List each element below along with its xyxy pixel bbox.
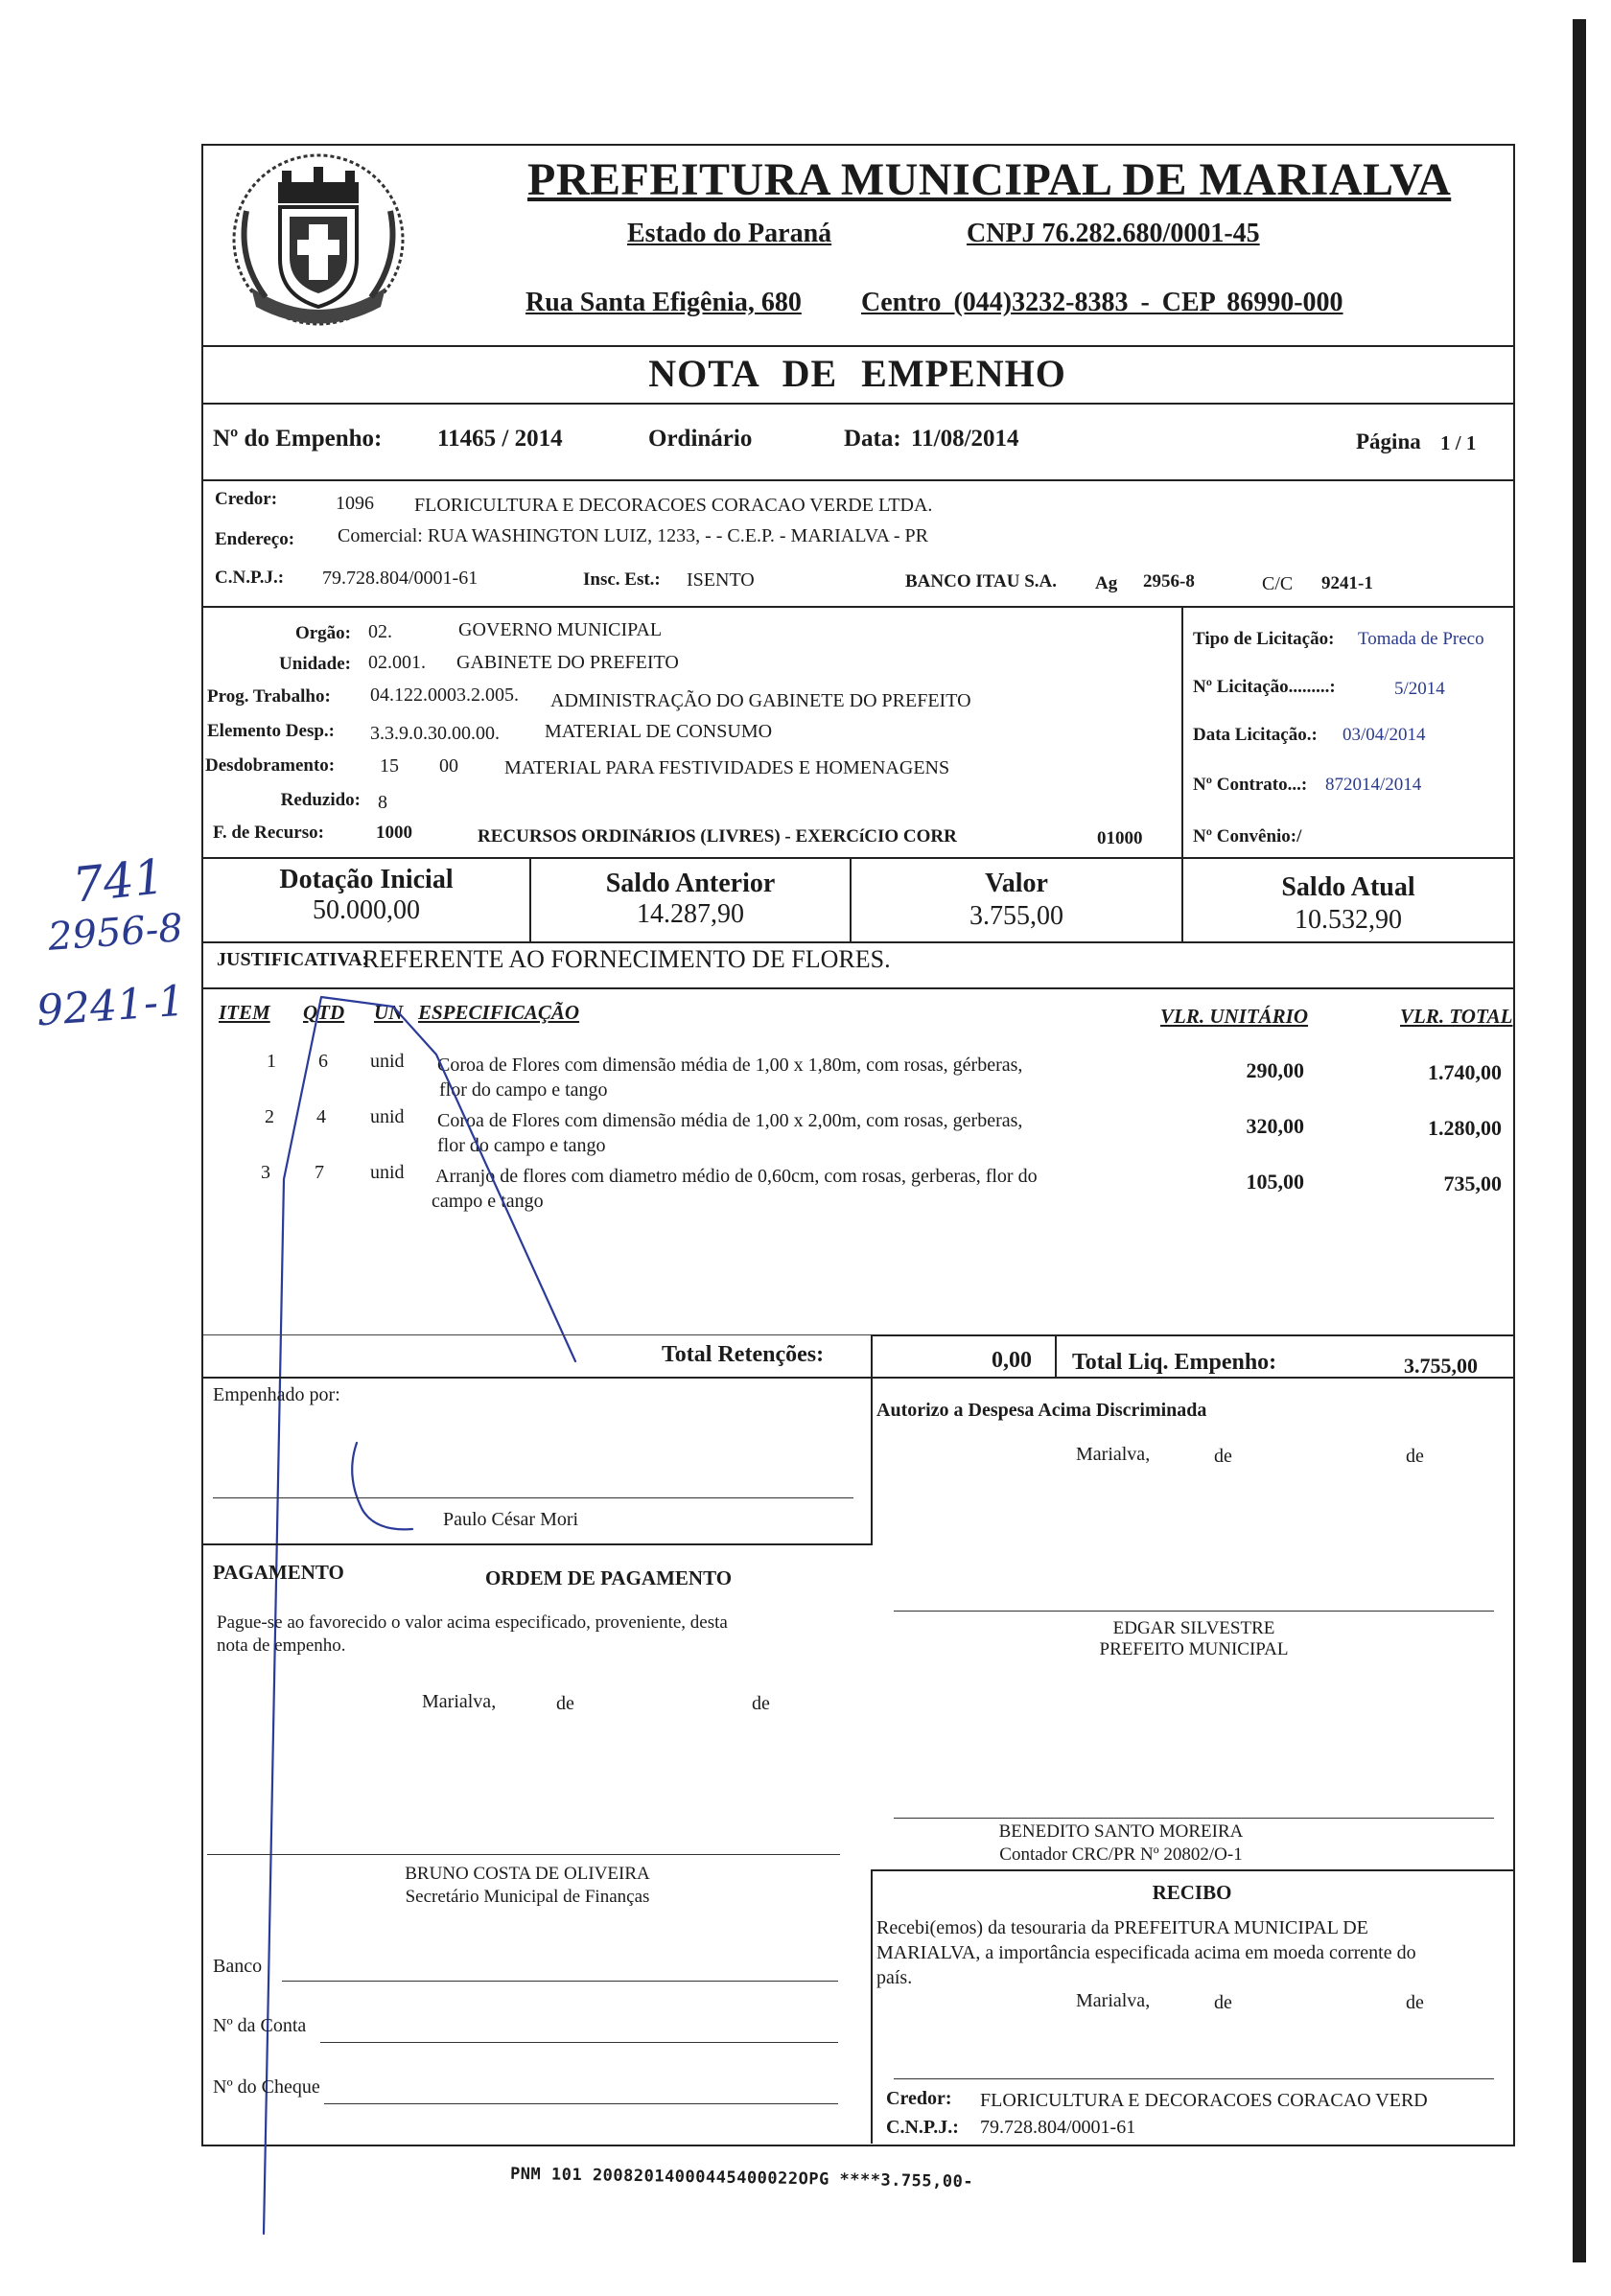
- row-2-spec-2: flor do campo e tango: [437, 1135, 606, 1156]
- secretario-signature-line: [207, 1854, 840, 1855]
- insc-value: ISENTO: [687, 569, 755, 591]
- scan-edge: [1573, 19, 1586, 2262]
- recibo-line-1: Recebi(emos) da tesouraria da PREFEITURA MUNICIPAL DE: [876, 1917, 1368, 1938]
- contador-name: BENEDITO SANTO MOREIRA: [998, 1821, 1244, 1842]
- row-3-qtd: 7: [315, 1162, 324, 1183]
- row-3-un: unid: [370, 1162, 405, 1183]
- recibo-cnpj-value: 79.728.804/0001-61: [980, 2117, 1136, 2138]
- prefeito-title: PREFEITO MUNICIPAL: [1099, 1639, 1289, 1659]
- banco-line: [282, 1981, 838, 1982]
- credor-code: 1096: [336, 493, 374, 514]
- recibo-city: Marialva,: [1076, 1990, 1151, 2011]
- retencoes-value: 0,00: [992, 1348, 1032, 1373]
- recibo-credor-value: FLORICULTURA E DECORACOES CORACAO VERD: [980, 2090, 1428, 2111]
- credor-label: Credor:: [215, 489, 278, 509]
- licitacao-date-label: Data Licitação.:: [1193, 725, 1318, 745]
- col-unit-value: VLR. UNITÁRIO: [1160, 1005, 1309, 1028]
- empenho-number-label: Nº do Empenho:: [213, 426, 383, 452]
- endereco-value: Comercial: RUA WASHINGTON LUIZ, 1233, - - C.E.P. - MARIALVA - PR: [338, 525, 928, 546]
- pagamento-title: PAGAMENTO: [213, 1561, 344, 1584]
- licitacao-number-value: 5/2014: [1394, 679, 1445, 699]
- orgao-name: GOVERNO MUNICIPAL: [458, 619, 663, 640]
- header-cnpj: CNPJ 76.282.680/0001-45: [967, 219, 1260, 248]
- orgao-label: Orgão:: [294, 623, 351, 643]
- pague-line-1: Pague-se ao favorecido o valor acima especificado, proveniente, desta: [217, 1612, 728, 1633]
- credor-name: FLORICULTURA E DECORACOES CORACAO VERDE LTDA.: [414, 495, 933, 516]
- reduzido-value: 8: [378, 792, 387, 813]
- desdobramento-a: 15: [380, 755, 399, 777]
- row-2-total: 1.280,00: [1428, 1116, 1502, 1140]
- pagamento-city: Marialva,: [422, 1691, 497, 1712]
- recurso-code: 1000: [376, 823, 412, 843]
- tipo-licitacao-label: Tipo de Licitação:: [1193, 629, 1335, 649]
- row-2-item: 2: [265, 1106, 274, 1127]
- retencoes-label: Total Retenções:: [662, 1342, 825, 1367]
- account-value: 9241-1: [1321, 573, 1373, 593]
- unidade-code: 02.001.: [368, 652, 426, 673]
- row-1-spec-2: flor do campo e tango: [439, 1079, 608, 1101]
- contador-signature-line: [894, 1818, 1494, 1819]
- pagamento-de-2: de: [752, 1693, 770, 1714]
- dotacao-value: 50.000,00: [313, 895, 420, 925]
- tipo-licitacao-value: Tomada de Preco: [1358, 629, 1484, 649]
- justificativa-label: JUSTIFICATIVA:: [217, 949, 369, 970]
- row-3-total: 735,00: [1443, 1171, 1502, 1195]
- pague-line-2: nota de empenho.: [217, 1635, 346, 1656]
- pagamento-de-1: de: [556, 1693, 574, 1714]
- row-3-unit: 105,00: [1246, 1170, 1304, 1194]
- justificativa-text: REFERENTE AO FORNECIMENTO DE FLORES.: [362, 945, 891, 973]
- empenho-date-label: Data:: [844, 426, 901, 452]
- prefeito-name: EDGAR SILVESTRE: [1112, 1618, 1275, 1638]
- row-1-item: 1: [267, 1051, 276, 1072]
- contador-title: Contador CRC/PR Nº 20802/O-1: [999, 1844, 1243, 1865]
- reduzido-label: Reduzido:: [280, 790, 361, 810]
- autorizo-city: Marialva,: [1076, 1444, 1151, 1465]
- licitacao-number-label: Nº Licitação.........:: [1193, 677, 1336, 697]
- row-1-un: unid: [370, 1051, 405, 1072]
- autorizo-text: Autorizo a Despesa Acima Discriminada: [876, 1400, 1207, 1421]
- row-3-item: 3: [261, 1162, 270, 1183]
- contrato-value: 872014/2014: [1325, 775, 1422, 795]
- prog-name: ADMINISTRAÇÃO DO GABINETE DO PREFEITO: [550, 690, 971, 711]
- row-3-spec-1: Arranjo de flores com diametro médio de 0,60cm, com rosas, gerberas, flor do: [435, 1166, 1038, 1187]
- desdobramento-label: Desdobramento:: [205, 755, 336, 776]
- endereco-label: Endereço:: [215, 529, 295, 549]
- account-label: C/C: [1262, 573, 1294, 594]
- handwritten-note-1: 741: [70, 848, 168, 914]
- row-2-un: unid: [370, 1106, 405, 1127]
- prog-label: Prog. Trabalho:: [207, 686, 331, 707]
- col-total-value: VLR. TOTAL: [1400, 1005, 1513, 1028]
- header-contact: Centro (044)3232-8383 - CEP 86990-000: [861, 288, 1343, 317]
- elemento-code: 3.3.9.0.30.00.00.: [370, 723, 500, 744]
- conta-line: [320, 2042, 838, 2043]
- recibo-line-3: país.: [876, 1967, 913, 1988]
- cnpj-label: C.N.P.J.:: [215, 568, 285, 588]
- prefeitura-title: PREFEITURA MUNICIPAL DE MARIALVA: [527, 154, 1452, 205]
- col-spec: ESPECIFICAÇÃO: [418, 1001, 580, 1024]
- header-address: Rua Santa Efigênia, 680: [525, 288, 802, 317]
- valor-label: Valor: [985, 869, 1048, 898]
- recibo-credor-label: Credor:: [886, 2088, 952, 2109]
- empenhado-label: Empenhado por:: [213, 1384, 340, 1405]
- liquido-label: Total Liq. Empenho:: [1072, 1350, 1277, 1375]
- elemento-name: MATERIAL DE CONSUMO: [545, 721, 773, 742]
- valor-value: 3.755,00: [969, 901, 1063, 931]
- recurso-name: RECURSOS ORDINáRIOS (LIVRES) - EXERCíCIO CORR: [478, 826, 957, 847]
- row-3-spec-2: campo e tango: [432, 1191, 544, 1212]
- recurso-sub: 01000: [1097, 828, 1143, 848]
- conta-label: Nº da Conta: [213, 2015, 307, 2036]
- page-number: 1 / 1: [1440, 431, 1477, 454]
- recibo-line-2: MARIALVA, a importância especificada acima em moeda corrente do: [876, 1942, 1416, 1963]
- agency-value: 2956-8: [1143, 571, 1195, 591]
- document-title: NOTA DE EMPENHO: [648, 352, 1066, 395]
- handwritten-note-3: 9241-1: [35, 976, 187, 1036]
- row-1-total: 1.740,00: [1428, 1060, 1502, 1084]
- desdobramento-name: MATERIAL PARA FESTIVIDADES E HOMENAGENS: [504, 757, 950, 778]
- cheque-label: Nº do Cheque: [213, 2076, 320, 2098]
- secretario-title: Secretário Municipal de Finanças: [405, 1887, 650, 1907]
- contrato-label: Nº Contrato...:: [1193, 775, 1308, 795]
- state-name: Estado do Paraná: [627, 219, 832, 248]
- col-un: UN: [374, 1001, 404, 1024]
- bank-name: BANCO ITAU S.A.: [905, 571, 1058, 591]
- cnpj-value: 79.728.804/0001-61: [322, 568, 479, 589]
- dotacao-label: Dotação Inicial: [279, 865, 454, 894]
- row-1-unit: 290,00: [1246, 1058, 1304, 1082]
- recibo-de-1: de: [1214, 1992, 1232, 2013]
- row-1-qtd: 6: [318, 1051, 328, 1072]
- prefeito-signature-line: [894, 1611, 1494, 1612]
- empenho-number: 11465 / 2014: [437, 426, 563, 452]
- secretario-name: BRUNO COSTA DE OLIVEIRA: [405, 1864, 650, 1884]
- page-label: Página: [1356, 429, 1421, 453]
- licitacao-date-value: 03/04/2014: [1342, 725, 1426, 745]
- ordem-pagamento-title: ORDEM DE PAGAMENTO: [485, 1566, 733, 1589]
- saldo-atual-label: Saldo Atual: [1281, 872, 1415, 902]
- col-item: ITEM: [219, 1001, 270, 1024]
- empenhado-signature-line: [213, 1497, 853, 1498]
- empenhado-name: Paulo César Mori: [443, 1509, 579, 1530]
- saldo-anterior-label: Saldo Anterior: [605, 869, 776, 898]
- unidade-name: GABINETE DO PREFEITO: [456, 652, 679, 673]
- desdobramento-b: 00: [439, 755, 458, 777]
- prog-code: 04.122.0003.2.005.: [370, 684, 519, 706]
- empenho-type: Ordinário: [648, 426, 753, 452]
- row-2-qtd: 4: [316, 1106, 326, 1127]
- cheque-line: [324, 2103, 838, 2104]
- col-qtd: QTD: [303, 1001, 345, 1024]
- saldo-atual-value: 10.532,90: [1295, 905, 1402, 935]
- footer-print-code: PNM 101 20082014000445400022OPG ****3.755,00-: [509, 2164, 974, 2192]
- handwritten-note-2: 2956-8: [46, 906, 185, 960]
- recibo-signature-line: [894, 2078, 1494, 2079]
- recibo-title: RECIBO: [1152, 1881, 1232, 1904]
- elemento-label: Elemento Desp.:: [207, 721, 335, 741]
- row-1-spec-1: Coroa de Flores com dimensão média de 1,00 x 1,80m, com rosas, gérberas,: [437, 1055, 1023, 1076]
- liquido-value: 3.755,00: [1404, 1354, 1478, 1378]
- autorizo-de-1: de: [1214, 1446, 1232, 1467]
- insc-label: Insc. Est.:: [583, 569, 661, 590]
- recibo-cnpj-label: C.N.P.J.:: [886, 2117, 959, 2138]
- saldo-anterior-value: 14.287,90: [637, 899, 744, 929]
- recibo-de-2: de: [1406, 1992, 1424, 2013]
- row-2-unit: 320,00: [1246, 1114, 1304, 1138]
- agency-label: Ag: [1095, 573, 1118, 593]
- orgao-code: 02.: [368, 621, 392, 642]
- row-2-spec-1: Coroa de Flores com dimensão média de 1,00 x 2,00m, com rosas, gerberas,: [437, 1110, 1023, 1131]
- unidade-label: Unidade:: [279, 654, 351, 674]
- banco-label: Banco: [213, 1956, 263, 1977]
- autorizo-de-2: de: [1406, 1446, 1424, 1467]
- recurso-label: F. de Recurso:: [213, 823, 324, 843]
- empenho-date: 11/08/2014: [911, 426, 1019, 452]
- convenio-label: Nº Convênio:/: [1193, 826, 1302, 847]
